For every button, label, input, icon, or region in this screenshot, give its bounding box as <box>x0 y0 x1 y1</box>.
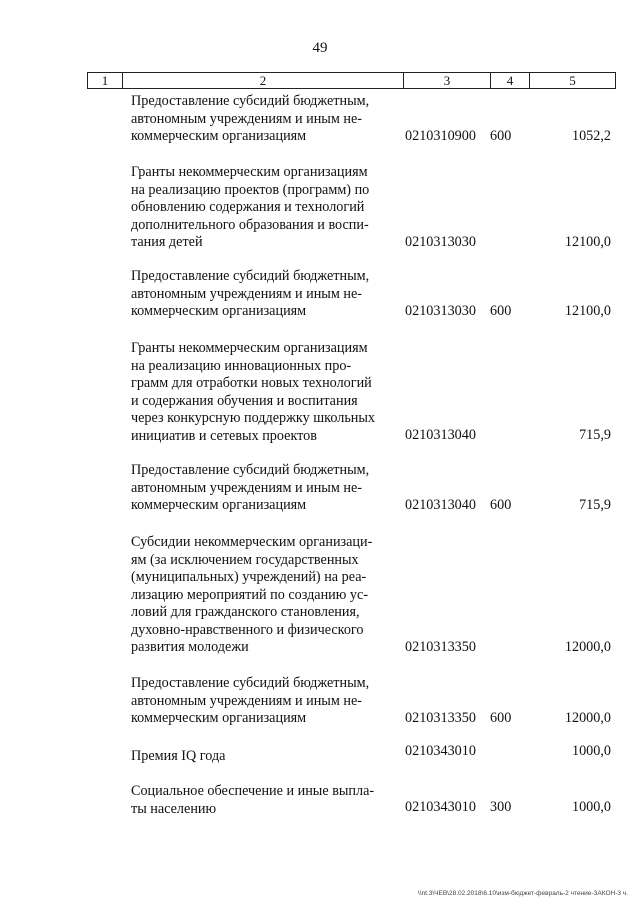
row-amount: 12000,0 <box>564 710 611 726</box>
row-code: 0210313040 <box>405 427 476 443</box>
row-code: 0210313350 <box>405 710 476 726</box>
row-expense-type: 600 <box>490 710 512 726</box>
row-code: 0210313040 <box>405 497 476 513</box>
file-path-footer: \\nt.3\ЧЕВ\28.02.2018\6.10\изм-бюджет-февраль-2 чтение-ЗАКОН-3 ч. <box>417 890 628 897</box>
row-description: Премия IQ года <box>131 748 226 764</box>
row-description: Субсидии некоммерческим организаци- ям (за исключением государственных (муниципальных) учреждений) на реа- лизацию мероприятий по созданию ус- ловий для гражданского становления, духовно-нравственного и физического развития молодежи <box>131 534 373 655</box>
row-expense-type: 600 <box>490 128 512 144</box>
row-amount: 715,9 <box>579 497 611 513</box>
row-amount: 12100,0 <box>564 234 611 250</box>
row-amount: 1000,0 <box>571 743 611 759</box>
row-code: 0210313030 <box>405 234 476 250</box>
row-amount: 1052,2 <box>571 128 611 144</box>
header-col-4: 4 <box>506 73 514 88</box>
row-description: Гранты некоммерческим организациям на реализацию инновационных про- грамм для отработки новых технологий и содержания обучения и воспитания через конкурсную поддержку школьных инициатив и сетевых проектов <box>131 340 376 444</box>
row-amount: 715,9 <box>579 427 611 443</box>
row-expense-type: 600 <box>490 497 512 513</box>
row-code: 0210343010 <box>405 799 476 815</box>
row-description: Предоставление субсидий бюджетным, автономным учреждениям и иным не- коммерческим организациям <box>131 93 370 144</box>
header-col-2: 2 <box>259 73 267 88</box>
row-code: 0210313350 <box>405 639 476 655</box>
row-code: 0210310900 <box>405 128 476 144</box>
row-code: 0210313030 <box>405 303 476 319</box>
header-col-1: 1 <box>101 73 109 88</box>
row-description: Гранты некоммерческим организациям на реализацию проектов (программ) по обновлению содержания и технологий дополнительного образования и воспи- тания детей <box>131 164 370 250</box>
header-col-3: 3 <box>443 73 451 88</box>
row-amount: 12100,0 <box>564 303 611 319</box>
row-expense-type: 600 <box>490 303 512 319</box>
row-description: Предоставление субсидий бюджетным, автономным учреждениям и иным не- коммерческим организациям <box>131 268 370 319</box>
row-description: Социальное обеспечение и иные выпла- ты населению <box>131 783 375 817</box>
row-code: 0210343010 <box>405 743 476 759</box>
table-header <box>87 72 616 89</box>
row-description: Предоставление субсидий бюджетным, автономным учреждениям и иным не- коммерческим организациям <box>131 675 370 726</box>
row-description: Предоставление субсидий бюджетным, автономным учреждениям и иным не- коммерческим организациям <box>131 462 370 513</box>
header-col-5: 5 <box>569 73 576 88</box>
page-number: 49 <box>312 40 328 56</box>
row-amount: 12000,0 <box>564 639 611 655</box>
row-amount: 1000,0 <box>571 799 611 815</box>
row-expense-type: 300 <box>490 799 512 815</box>
